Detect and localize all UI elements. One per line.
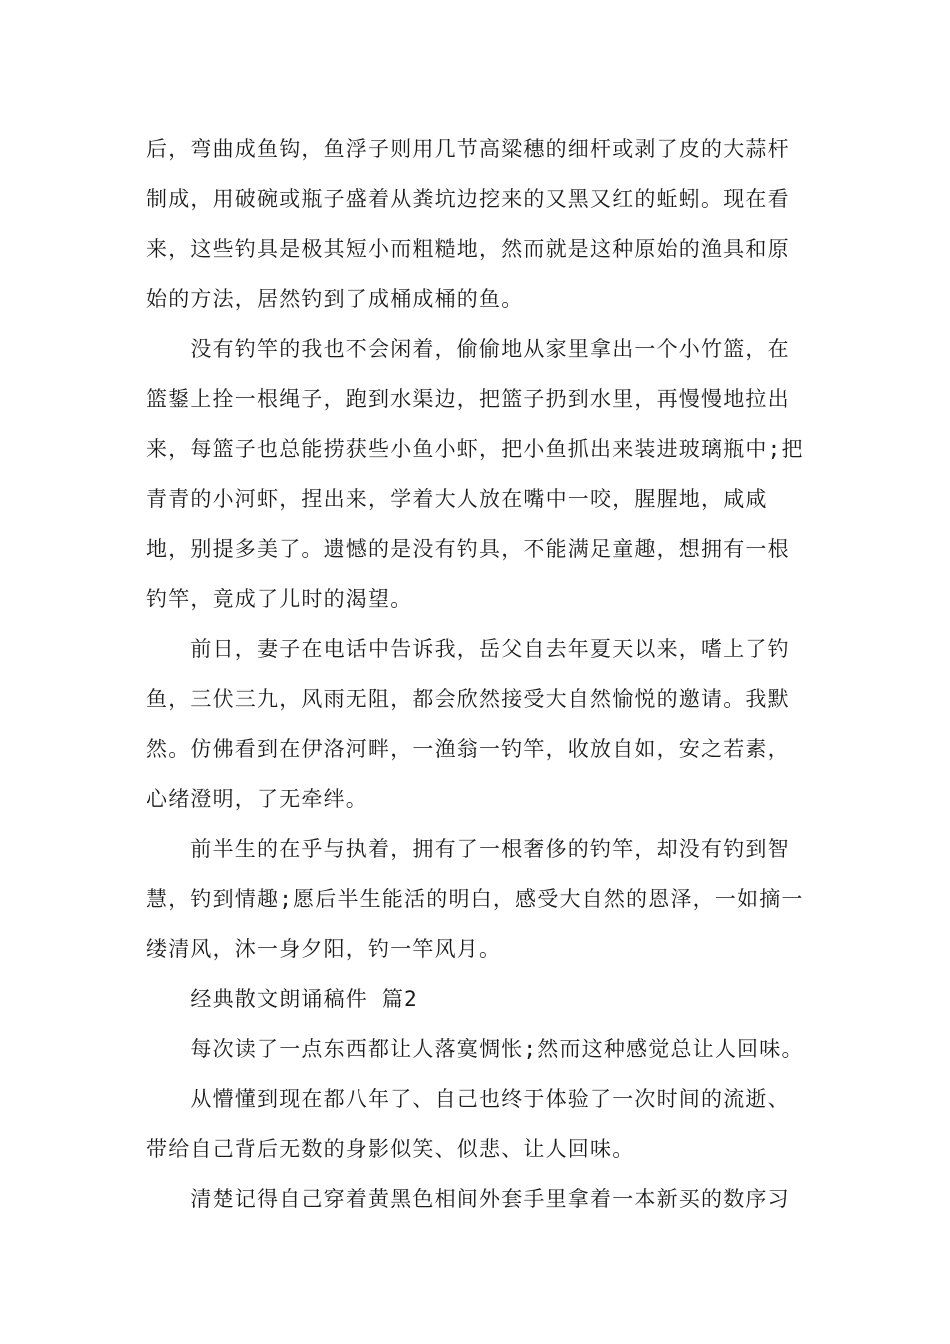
text-line: 清楚记得自己穿着黄黑色相间外套手里拿着一本新买的数序习	[146, 1187, 790, 1211]
text-line: 鱼，三伏三九，风雨无阻，都会欣然接受大自然愉悦的邀请。我默	[146, 687, 790, 711]
paragraph-5	[146, 1024, 806, 1074]
text-line: 心绪澄明，了无牵绊。	[146, 787, 368, 811]
text-line: 始的方法，居然钓到了成桶成桶的鱼。	[146, 287, 524, 311]
heading-text: 经典散文朗诵稿件 篇2	[146, 987, 418, 1011]
text-line: 篮鋬上拴一根绳子，跑到水渠边，把篮子扔到水里，再慢慢地拉出	[146, 387, 790, 411]
text-line: 来，这些钓具是极其短小而粗糙地，然而就是这种原始的渔具和原	[146, 237, 790, 261]
text-line: 钓竿，竟成了儿时的渴望。	[146, 587, 413, 611]
text-line: 制成，用破碗或瓶子盛着从粪坑边挖来的又黑又红的蚯蚓。现在看	[146, 187, 790, 211]
text-line: 没有钓竿的我也不会闲着，偷偷地从家里拿出一个小竹篮，在	[146, 337, 790, 361]
paragraph-4	[146, 824, 806, 974]
text-line: 缕清风，沐一身夕阳，钓一竿风月。	[146, 937, 502, 961]
text-line: 来，每篮子也总能捞获些小鱼小虾，把小鱼抓出来装进玻璃瓶中;把	[146, 437, 804, 461]
text-line: 后，弯曲成鱼钩，鱼浮子则用几节高粱穗的细杆或剥了皮的大蒜杆	[146, 137, 790, 161]
paragraph-1	[146, 124, 806, 324]
text-line: 从懵懂到现在都八年了、自己也终于体验了一次时间的流逝、	[146, 1087, 790, 1111]
text-line: 前半生的在乎与执着，拥有了一根奢侈的钓竿，却没有钓到智	[146, 837, 790, 861]
text-line: 慧，钓到情趣;愿后半生能活的明白，感受大自然的恩泽，一如摘一	[146, 887, 804, 911]
text-line: 前日，妻子在电话中告诉我，岳父自去年夏天以来，嗜上了钓	[146, 637, 790, 661]
paragraph-6	[146, 1074, 806, 1174]
text-line: 地，别提多美了。遗憾的是没有钓具，不能满足童趣，想拥有一根	[146, 537, 790, 561]
paragraph-7	[146, 1174, 806, 1224]
paragraph-3	[146, 624, 806, 824]
paragraph-2	[146, 324, 806, 624]
section-heading	[146, 974, 806, 1024]
text-line: 带给自己背后无数的身影似笑、似悲、让人回味。	[146, 1137, 635, 1161]
text-line: 每次读了一点东西都让人落寞惆怅;然而这种感觉总让人回味。	[146, 1037, 804, 1061]
text-line: 然。仿佛看到在伊洛河畔，一渔翁一钓竿，收放自如，安之若素，	[146, 737, 790, 761]
text-line: 青青的小河虾，捏出来，学着大人放在嘴中一咬，腥腥地，咸咸	[146, 487, 768, 511]
